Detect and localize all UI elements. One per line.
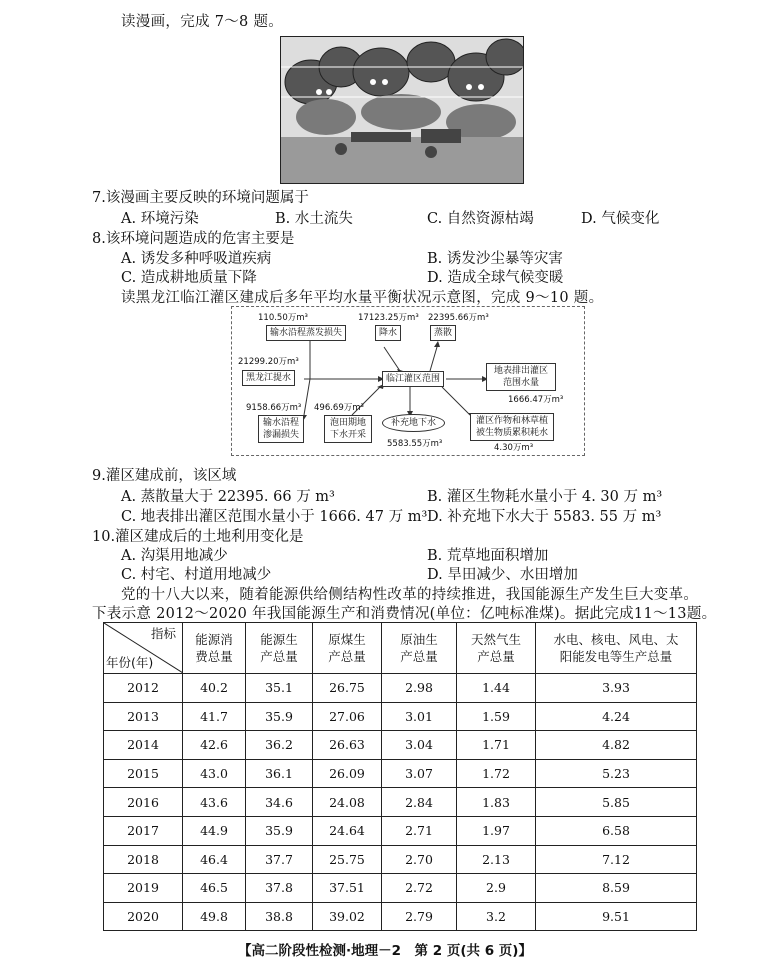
value-cell: 3.2	[457, 902, 536, 931]
surface-drain-value: 1666.47万m³	[508, 395, 564, 405]
q10-option-c: C. 村宅、村道用地减少	[121, 567, 272, 583]
rain-box: 降水	[375, 325, 401, 341]
q8-option-b: B. 诱发沙尘暴等灾害	[427, 251, 563, 267]
q8-stem: 8.该环境问题造成的危害主要是	[92, 231, 295, 247]
pond-value: 496.69万m³	[314, 403, 364, 413]
irrigation-area-box: 临江灌区范围	[382, 371, 444, 387]
value-cell: 1.59	[457, 702, 536, 731]
year-cell: 2013	[104, 702, 183, 731]
value-cell: 1.83	[457, 788, 536, 817]
value-cell: 43.6	[183, 788, 246, 817]
value-cell: 9.51	[536, 902, 697, 931]
energy-table	[103, 622, 697, 931]
water-balance-diagram	[231, 306, 585, 456]
value-cell: 42.6	[183, 731, 246, 760]
corner-bottom-label: 年份(年)	[106, 655, 154, 670]
value-cell: 40.2	[183, 674, 246, 703]
q7-option-b: B. 水土流失	[275, 211, 353, 227]
q10-option-a: A. 沟渠用地减少	[121, 548, 228, 564]
value-cell: 3.01	[382, 702, 457, 731]
value-cell: 6.58	[536, 816, 697, 845]
q8-option-c: C. 造成耕地质量下降	[121, 270, 257, 286]
value-cell: 39.02	[313, 902, 382, 931]
value-cell: 37.51	[313, 874, 382, 903]
value-cell: 1.72	[457, 759, 536, 788]
pond-box: 泡田期地下水开采	[324, 415, 372, 443]
value-cell: 5.23	[536, 759, 697, 788]
q8-option-d: D. 造成全球气候变暖	[427, 270, 564, 286]
value-cell: 7.12	[536, 845, 697, 874]
value-cell: 2.98	[382, 674, 457, 703]
header-gas: 天然气生产总量	[457, 623, 536, 674]
value-cell: 25.75	[313, 845, 382, 874]
value-cell: 46.4	[183, 845, 246, 874]
evap-box: 蒸散	[430, 325, 456, 341]
crop-box: 灌区作物和林草植被生物质累积耗水	[470, 413, 554, 441]
q10-option-b: B. 荒草地面积增加	[427, 548, 549, 564]
seep-box: 输水沿程渗漏损失	[258, 415, 304, 443]
crop-value: 4.30万m³	[494, 443, 534, 453]
value-cell: 1.71	[457, 731, 536, 760]
value-cell: 2.13	[457, 845, 536, 874]
recharge-value: 5583.55万m³	[387, 439, 443, 449]
table-row	[104, 731, 697, 760]
value-cell: 3.04	[382, 731, 457, 760]
value-cell: 37.8	[246, 874, 313, 903]
table-row	[104, 674, 697, 703]
table-row	[104, 702, 697, 731]
rain-value: 17123.25万m³	[358, 313, 419, 323]
value-cell: 2.70	[382, 845, 457, 874]
header-coal: 原煤生产总量	[313, 623, 382, 674]
canal-evap-box: 输水沿程蒸发损失	[266, 325, 346, 341]
recharge-ellipse: 补充地下水	[382, 414, 445, 432]
source-box: 黑龙江提水	[242, 370, 295, 386]
value-cell: 35.9	[246, 816, 313, 845]
q9-option-d: D. 补充地下水大于 5583. 55 万 m³	[427, 509, 662, 525]
source-value: 21299.20万m³	[238, 357, 299, 367]
q8-option-a: A. 诱发多种呼吸道疾病	[121, 251, 272, 267]
value-cell: 2.79	[382, 902, 457, 931]
value-cell: 2.9	[457, 874, 536, 903]
table-corner-cell	[104, 623, 183, 674]
q7-stem: 7.该漫画主要反映的环境问题属于	[92, 190, 309, 206]
year-cell: 2020	[104, 902, 183, 931]
year-cell: 2015	[104, 759, 183, 788]
value-cell: 27.06	[313, 702, 382, 731]
header-clean-power: 水电、核电、风电、太阳能发电等生产总量	[536, 623, 697, 674]
q7-8-intro: 读漫画，完成 7～8 题。	[121, 14, 284, 30]
value-cell: 24.08	[313, 788, 382, 817]
table-row	[104, 759, 697, 788]
year-cell: 2018	[104, 845, 183, 874]
year-cell: 2014	[104, 731, 183, 760]
header-production: 能源生产总量	[246, 623, 313, 674]
seep-value: 9158.66万m³	[246, 403, 302, 413]
q9-option-b: B. 灌区生物耗水量小于 4. 30 万 m³	[427, 489, 663, 505]
value-cell: 2.72	[382, 874, 457, 903]
value-cell: 36.2	[246, 731, 313, 760]
q9-option-c: C. 地表排出灌区范围水量小于 1666. 47 万 m³	[121, 509, 428, 525]
value-cell: 36.1	[246, 759, 313, 788]
value-cell: 26.75	[313, 674, 382, 703]
value-cell: 44.9	[183, 816, 246, 845]
table-row	[104, 788, 697, 817]
canal-evap-value: 110.50万m³	[258, 313, 308, 323]
value-cell: 5.85	[536, 788, 697, 817]
value-cell: 3.07	[382, 759, 457, 788]
value-cell: 8.59	[536, 874, 697, 903]
value-cell: 26.63	[313, 731, 382, 760]
q7-option-a: A. 环境污染	[121, 211, 199, 227]
q9-10-intro: 读黑龙江临江灌区建成后多年平均水量平衡状况示意图，完成 9～10 题。	[121, 290, 604, 306]
table-header-row	[104, 623, 697, 674]
value-cell: 4.24	[536, 702, 697, 731]
value-cell: 4.82	[536, 731, 697, 760]
year-cell: 2017	[104, 816, 183, 845]
q7-option-d: D. 气候变化	[581, 211, 660, 227]
q9-option-a: A. 蒸散量大于 22395. 66 万 m³	[121, 489, 335, 505]
surface-drain-box: 地表排出灌区范围水量	[486, 363, 556, 391]
value-cell: 38.8	[246, 902, 313, 931]
value-cell: 41.7	[183, 702, 246, 731]
year-cell: 2012	[104, 674, 183, 703]
value-cell: 3.93	[536, 674, 697, 703]
value-cell: 37.7	[246, 845, 313, 874]
header-consumption: 能源消费总量	[183, 623, 246, 674]
value-cell: 1.97	[457, 816, 536, 845]
q11-13-intro-line2: 下表示意 2012～2020 年我国能源生产和消费情况(单位：亿吨标准煤)。据此完成11～13题。	[92, 606, 717, 622]
q11-13-intro-line1: 党的十八大以来，随着能源供给侧结构性改革的持续推进，我国能源生产发生巨大变革。	[121, 587, 699, 603]
corner-top-label: 指标	[150, 626, 176, 641]
value-cell: 1.44	[457, 674, 536, 703]
table-row	[104, 902, 697, 931]
value-cell: 49.8	[183, 902, 246, 931]
header-oil: 原油生产总量	[382, 623, 457, 674]
value-cell: 2.84	[382, 788, 457, 817]
value-cell: 35.1	[246, 674, 313, 703]
value-cell: 24.64	[313, 816, 382, 845]
pollution-cartoon-image	[280, 36, 524, 184]
table-row	[104, 845, 697, 874]
table-row	[104, 874, 697, 903]
year-cell: 2016	[104, 788, 183, 817]
q10-stem: 10.灌区建成后的土地利用变化是	[92, 529, 304, 545]
value-cell: 35.9	[246, 702, 313, 731]
q9-stem: 9.灌区建成前，该区域	[92, 468, 237, 484]
value-cell: 2.71	[382, 816, 457, 845]
year-cell: 2019	[104, 874, 183, 903]
value-cell: 34.6	[246, 788, 313, 817]
value-cell: 26.09	[313, 759, 382, 788]
value-cell: 43.0	[183, 759, 246, 788]
q10-option-d: D. 旱田减少、水田增加	[427, 567, 578, 583]
q7-option-c: C. 自然资源枯竭	[427, 211, 534, 227]
value-cell: 46.5	[183, 874, 246, 903]
table-row	[104, 816, 697, 845]
page-footer: 【高二阶段性检测·地理－2 第 2 页(共 6 页)】	[238, 943, 532, 959]
evap-value: 22395.66万m³	[428, 313, 489, 323]
